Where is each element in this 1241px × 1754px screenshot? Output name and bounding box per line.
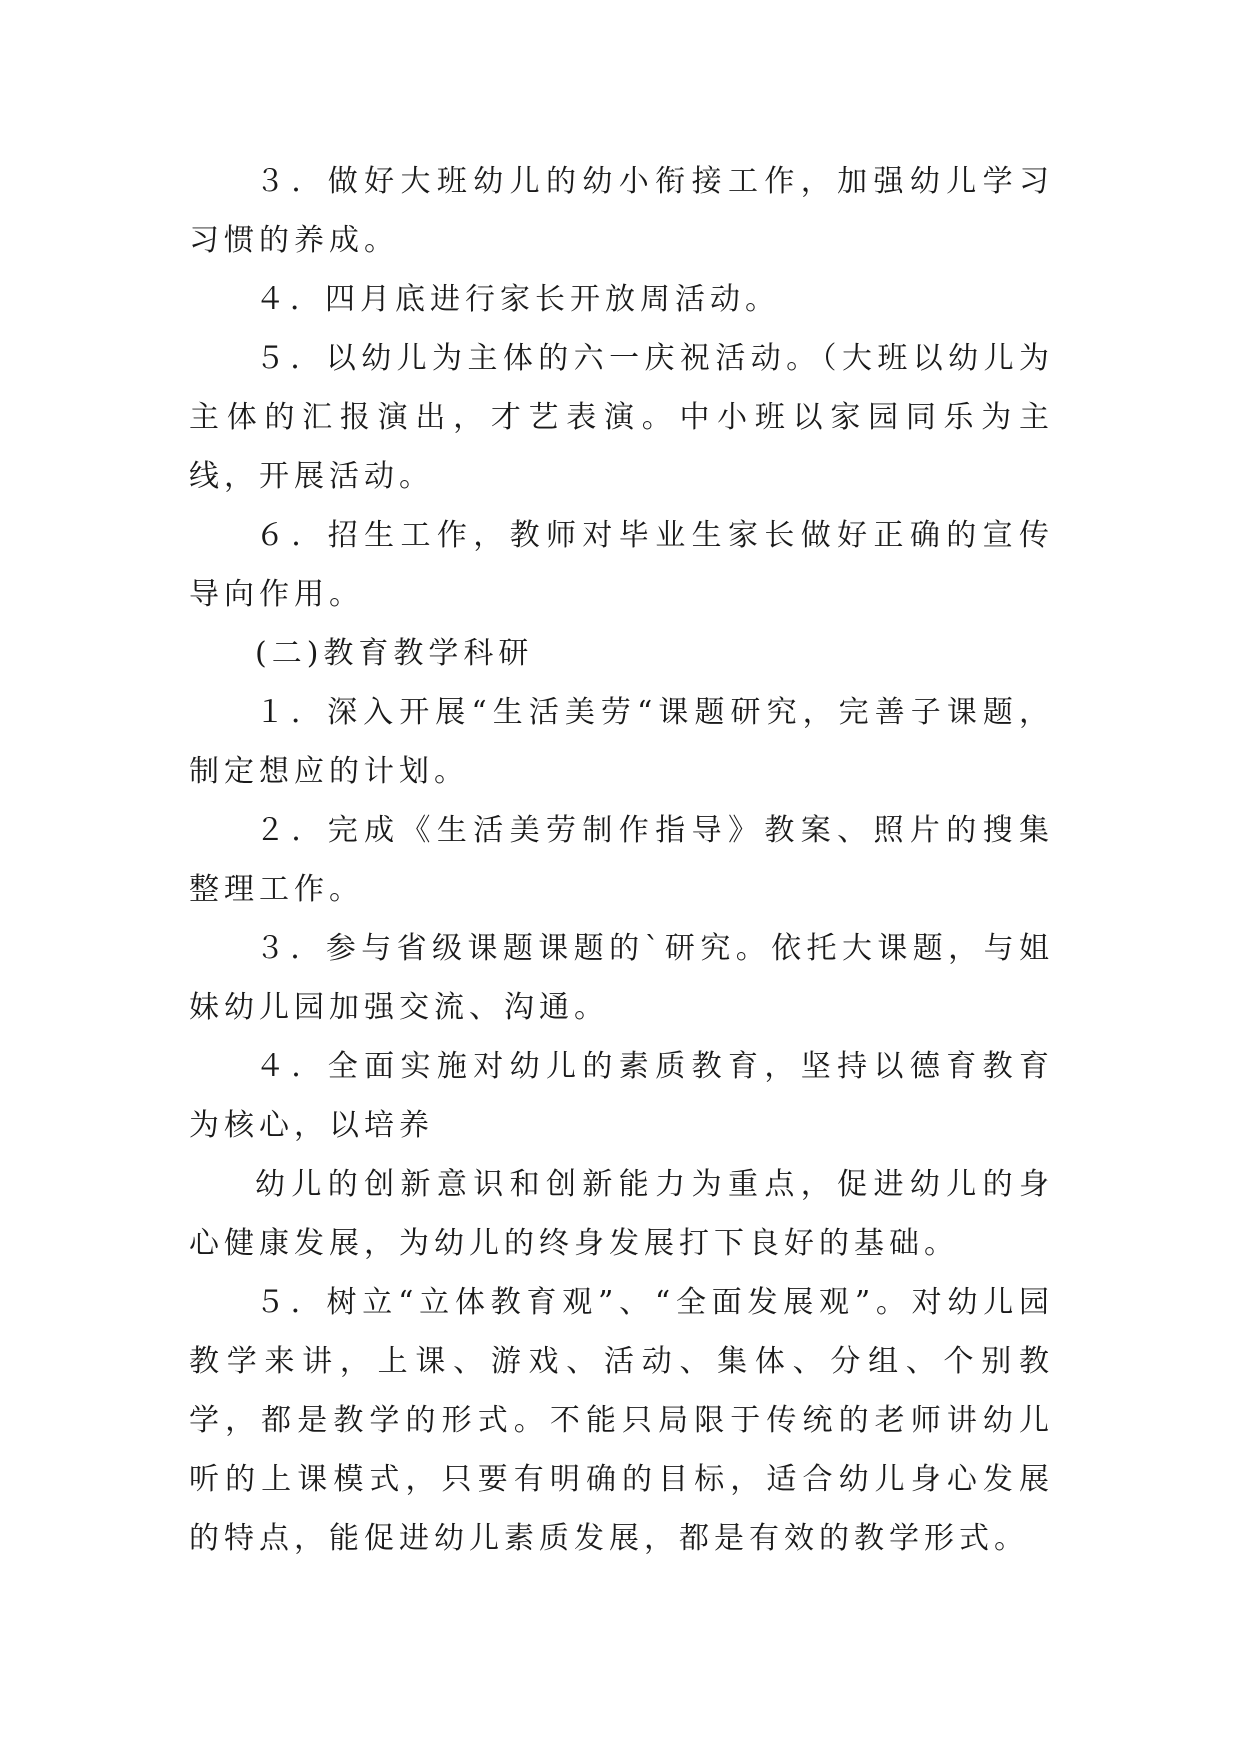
paragraph-research-1: １．深入开展“生活美劳“课题研究，完善子课题，制定想应的计划。	[189, 695, 1054, 789]
paragraph-research-4-continued: 幼儿的创新意识和创新能力为重点，促进幼儿的身心健康发展，为幼儿的终身发展打下良好的基础。	[189, 1167, 1054, 1261]
paragraph-item-4-open-week: ４．四月底进行家长开放周活动。	[255, 282, 780, 317]
paragraph-research-5: ５．树立“立体教育观”、“全面发展观”。对幼儿园教学来讲，上课、游戏、活动、集体、分组、个别教学，都是教学的形式。不能只局限于传统的老师讲幼儿听的上课模式，只要有明确的目标，适合幼儿身心发展的特点，能促进幼儿素质发展，都是有效的教学形式。	[189, 1285, 1054, 1556]
paragraph-item-6-enrollment: ６．招生工作，教师对毕业生家长做好正确的宣传导向作用。	[189, 518, 1054, 612]
section-heading-research: (二)教育教学科研	[255, 636, 534, 671]
paragraph-research-4: ４．全面实施对幼儿的素质教育，坚持以德育教育为核心，以培养	[189, 1049, 1054, 1143]
document-body	[189, 152, 1054, 1568]
paragraph-item-5-childrens-day: ５．以幼儿为主体的六一庆祝活动。（大班以幼儿为主体的汇报演出，才艺表演。中小班以家园同乐为主线，开展活动。	[189, 341, 1054, 494]
paragraph-item-3-transition: ３．做好大班幼儿的幼小衔接工作，加强幼儿学习习惯的养成。	[189, 164, 1054, 258]
paragraph-research-3: ３．参与省级课题课题的`研究。依托大课题，与姐妹幼儿园加强交流、沟通。	[189, 931, 1054, 1025]
paragraph-research-2: ２．完成《生活美劳制作指导》教案、照片的搜集整理工作。	[189, 813, 1054, 907]
